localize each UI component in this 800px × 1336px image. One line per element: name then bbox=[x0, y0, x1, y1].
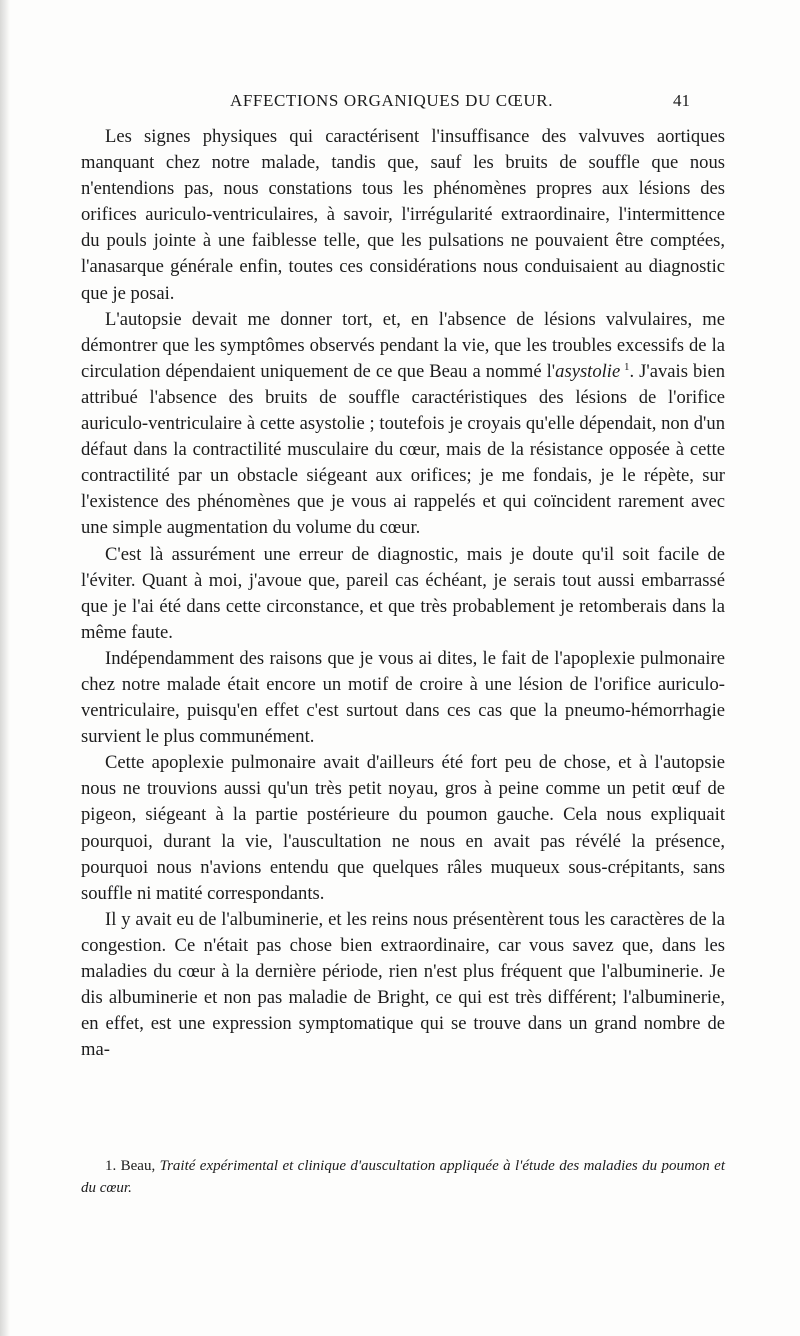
footnote-author: Beau, bbox=[120, 1158, 156, 1174]
paragraph-6: Il y avait eu de l'albuminerie, et les reins nous présentèrent tous les caractères de la congestion. Ce n'était pas chose bien extraordinaire, car vous savez que, dans les maladies du cœur à la dernière période, rien n'est plus fréquent que l'albuminerie. Je dis albuminerie et non pas maladie de Bright, ce qui est très différent; l'albuminerie, en effet, est une expression symptomatique qui se trouve dans un grand nombre de ma- bbox=[81, 908, 725, 1061]
paragraph-3: C'est là assurément une erreur de diagnostic, mais je doute qu'il soit facile de l'éviter. Quant à moi, j'avoue que, pareil cas échéant, je serais tout aussi embarrassé que je l'ai été dans cette circonstance, et que très probablement je retomberais dans la même faute. bbox=[81, 543, 725, 643]
running-head: AFFECTIONS ORGANIQUES DU CŒUR. bbox=[230, 91, 554, 110]
footnote-title: Traité expérimental et clinique d'auscultation appliquée à l'étude des maladies du poumon et du cœur. bbox=[81, 1158, 725, 1196]
body-text bbox=[81, 124, 725, 1063]
paragraph-4: Indépendamment des raisons que je vous ai dites, le fait de l'apoplexie pulmonaire chez notre malade était encore un motif de croire à une lésion de l'orifice auriculo-ventriculaire, puisqu'en effet c'est surtout dans ces cas que la pneumo-hémorrhagie survient le plus communément. bbox=[81, 647, 725, 748]
footnote-number: 1. bbox=[105, 1158, 117, 1174]
footnote-text bbox=[81, 1155, 725, 1199]
page-header bbox=[190, 91, 690, 115]
paragraph-2-after: . J'avais bien attribué l'absence des bruits de souffle caractéristiques des lésions de l'orifice auriculo-ventriculaire à cette asystolie ; toutefois je croyais qu'elle dépendait, non d'un défaut dans la contractilité musculaire du cœur, mais de la résistance opposée à cette contractilité par un obstacle siégeant aux orifices; je me fondais, je le répète, sur l'existence des phénomènes que je vous ai rappelés et qui coïncident rarement avec une simple augmentation du volume du cœur. bbox=[81, 360, 726, 539]
paragraph-1: Les signes physiques qui caractérisent l'insuffisance des valvuves aortiques manquant chez notre malade, tandis que, sauf les bruits de souffle que nous n'entendions pas, nous constations tous les phénomènes propres aux lésions des orifices auriculo-ventriculaires, à savoir, l'irrégularité extraordinaire, l'intermittence du pouls jointe à une faiblesse telle, que les pulsations ne pouvaient être comptées, l'anasarque générale enfin, toutes ces considérations nous conduisaient au diagnostic que je posai. bbox=[81, 126, 725, 304]
paragraph-2-italic-term: asystolie bbox=[555, 360, 621, 382]
paragraph-2 bbox=[81, 307, 725, 542]
paragraph-2-before: L'autopsie devait me donner tort, et, en l'absence de lésions valvulaires, me démontrer que les symptômes observés pendant la vie, que les troubles excessifs de la circulation dépendaient uniquement de ce que Beau a nommé l' bbox=[81, 308, 725, 382]
page-number: 41 bbox=[673, 91, 690, 110]
paragraph-5: Cette apoplexie pulmonaire avait d'ailleurs été fort peu de chose, et à l'autopsie nous ne trouvions aussi qu'un très petit noyau, gros à peine comme un petit œuf de pigeon, siégeant à la partie postérieure du poumon gauche. Cela nous expliquait pourquoi, durant la vie, l'auscultation ne nous en avait pas révélé la présence, pourquoi nous n'avions entendu que quelques râles muqueux sous-crépitants, sans souffle ni matité correspondants. bbox=[81, 752, 725, 904]
page-edge-shadow bbox=[0, 0, 10, 1336]
footnote-reference: 1 bbox=[623, 360, 630, 373]
footnote bbox=[81, 1155, 725, 1199]
